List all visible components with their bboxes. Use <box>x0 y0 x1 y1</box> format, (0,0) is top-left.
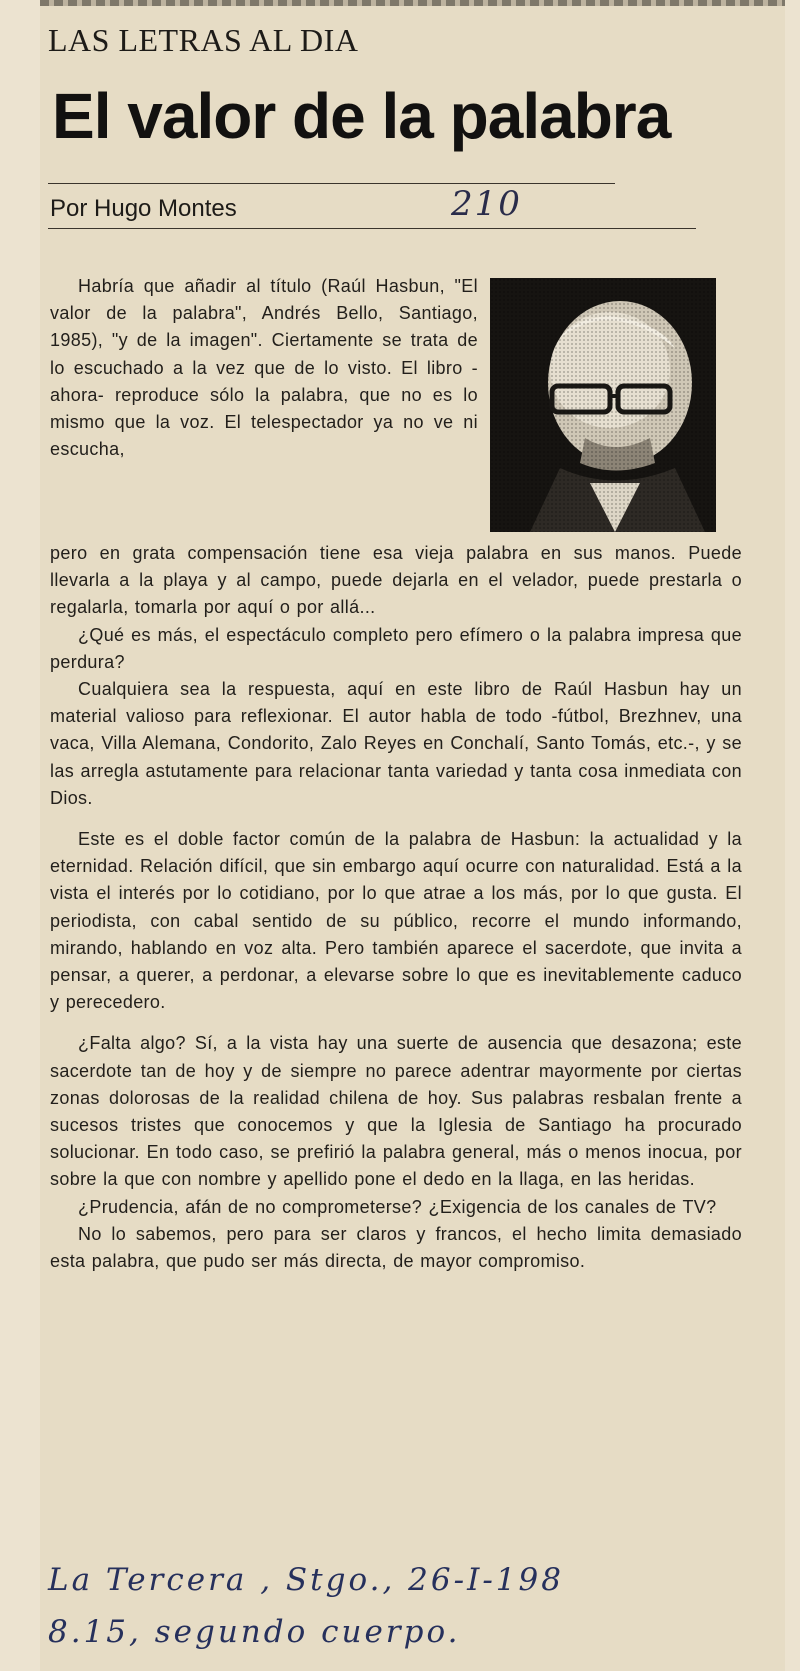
paragraph-6: ¿Prudencia, afán de no comprometerse? ¿Exigencia de los canales de TV? <box>78 1196 717 1217</box>
paragraph-2: ¿Qué es más, el espectáculo completo pero efímero o la palabra impresa que perdura? <box>50 624 742 672</box>
paragraph-3: Cualquiera sea la respuesta, aquí en este libro de Raúl Hasbun hay un material valioso para reflexionar. El autor habla de todo -fútbol, Brezhnev, una vaca, Villa Alemana, Condorito, Zalo Reyes en Conchalí, Santo Tomás, etc.-, y se las arregla astutamente para relacionar tanta variedad y tanta cosa inmediata con Dios. <box>50 679 742 808</box>
paragraph-1-part-b: pero en grata compensación tiene esa vieja palabra en sus manos. Puede llevarla a la playa y al campo, puede dejarla en el velador, puede prestarla o regalarla, tomarla por aquí o por allá... <box>50 543 742 618</box>
section-kicker: LAS LETRAS AL DIA <box>48 22 359 58</box>
article-title: El valor de la palabra <box>52 80 671 152</box>
author-portrait-icon <box>490 278 716 532</box>
byline: Por Hugo Montes <box>50 195 237 222</box>
paragraph-1-part-a: Habría que añadir al título (Raúl Hasbun, "El valor de la palabra", Andrés Bello, Santiago, 1985), "y de la imagen". Ciertamente se trata de lo escuchado a la vez que de lo visto. El libro -ahora- reproduce sólo la palabra, que no es lo mismo que la voz. El telespectador ya no ve ni escucha, <box>50 276 478 460</box>
handwritten-source-line-2: 8.15, segundo cuerpo. <box>48 1614 461 1650</box>
article-body <box>50 540 742 1275</box>
paragraph-4: Este es el doble factor común de la palabra de Hasbun: la actualidad y la eternidad. Relación difícil, que sin embargo aquí ocurre con naturalidad. Está a la vista el interés por lo cotidiano, por lo que atrae a los más, por lo que gusta. El periodista, con cabal sentido de su público, recorre el mundo informando, mirando, hablando en voz alta. Pero también aparece el sacerdote, que invita a pensar, a querer, a perdonar, a elevarse sobre lo que es inevitablemente caduco y perecedero. <box>50 829 742 1013</box>
handwritten-mark-text: 210 <box>451 184 522 224</box>
handwritten-mark <box>445 186 525 230</box>
divider-top <box>48 183 615 184</box>
divider-bottom <box>48 228 696 229</box>
paragraph-5: ¿Falta algo? Sí, a la vista hay una suerte de ausencia que desazona; este sacerdote tan de hoy y de siempre no parece adentrar mayormente por ciertas zonas dolorosas de la realidad chilena de hoy. Sus palabras resbalan frente a sucesos tristes que conocemos y que la Iglesia de Santiago ha procurado solucionar. En todo caso, se prefirió la palabra general, más o menos inocua, por sobre la que con nombre y apellido pone el dedo en la llaga, en las heridas. <box>50 1033 742 1190</box>
paragraph-1-wrapped <box>50 273 478 463</box>
handwritten-source-line-1: La Tercera , Stgo., 26-I-198 <box>48 1562 564 1598</box>
paragraph-7: No lo sabemos, pero para ser claros y francos, el hecho limita demasiado esta palabra, que pudo ser más directa, de mayor compromiso. <box>50 1223 742 1272</box>
author-portrait-image <box>490 278 716 532</box>
